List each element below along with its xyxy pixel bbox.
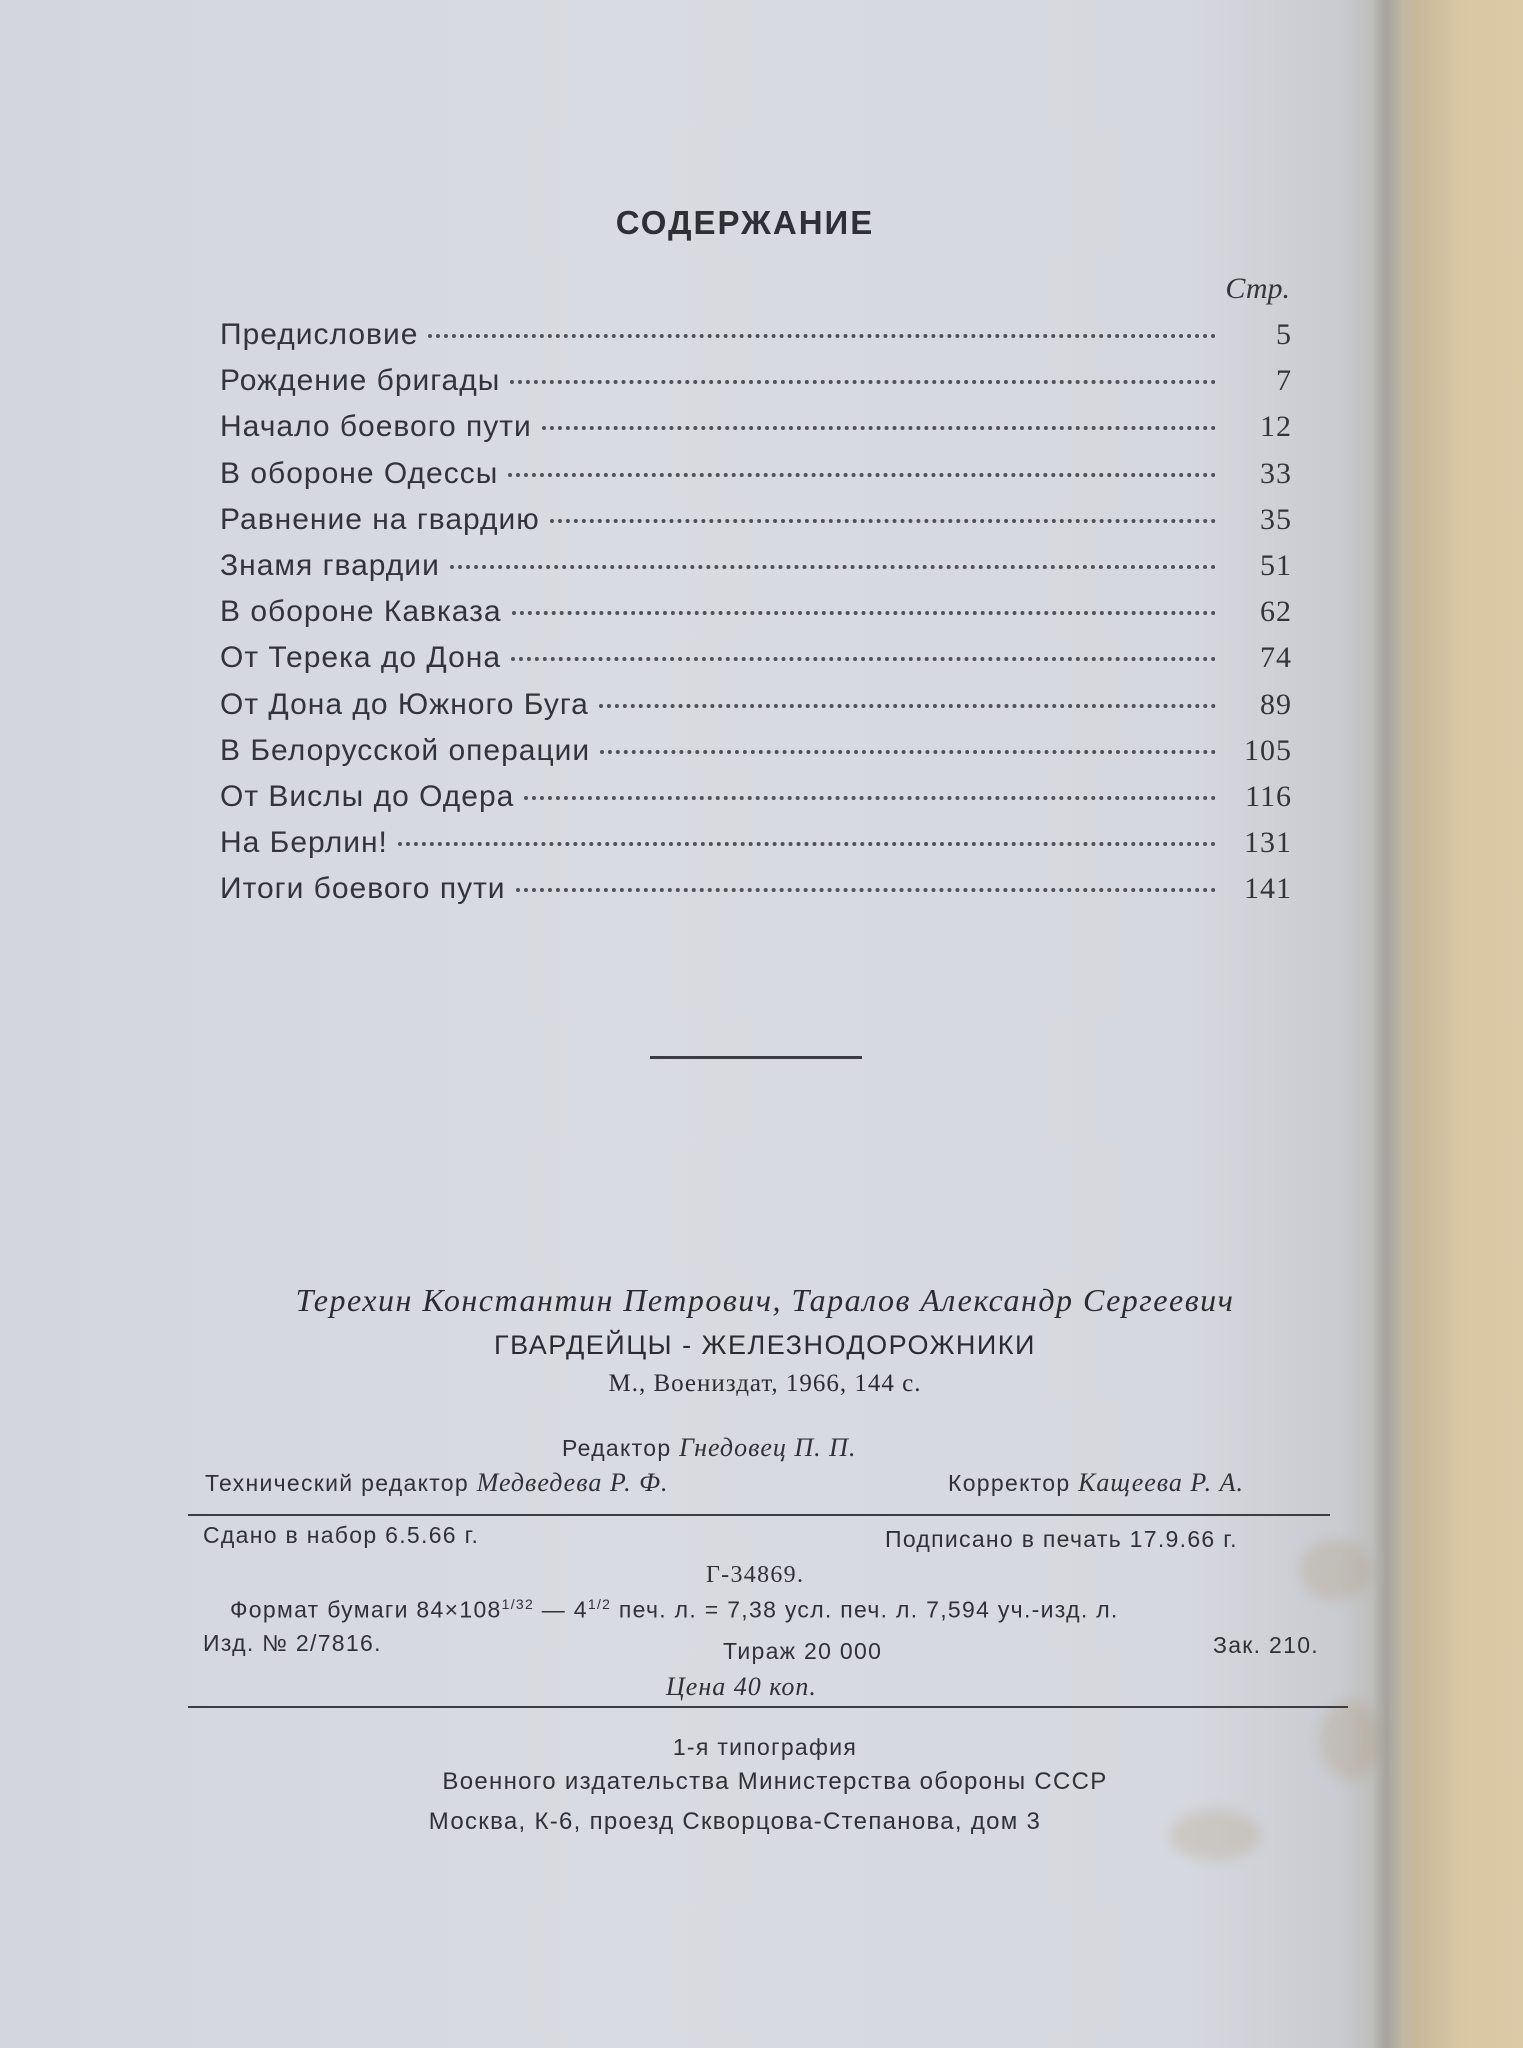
paper-stain bbox=[1300, 1540, 1370, 1600]
toc-entry bbox=[220, 318, 1292, 364]
toc-leader-dots bbox=[450, 565, 1216, 569]
toc-entry bbox=[220, 457, 1292, 503]
proofreader-name: Кащеева Р. А. bbox=[1078, 1468, 1245, 1497]
toc-entry-page: 141 bbox=[1244, 872, 1292, 906]
toc-entry-title: От Дона до Южного Буга bbox=[220, 687, 589, 721]
toc-entry bbox=[220, 688, 1292, 734]
price bbox=[666, 1672, 817, 1702]
toc-leader-dots bbox=[511, 657, 1216, 661]
toc-entry-title: Знамя гвардии bbox=[220, 548, 440, 582]
format-mid: — 4 bbox=[534, 1596, 588, 1623]
toc-entry-page: 35 bbox=[1260, 502, 1292, 536]
toc-entry-page: 89 bbox=[1260, 687, 1292, 721]
toc-entry-page: 7 bbox=[1276, 364, 1292, 398]
colophon-rule-bottom bbox=[188, 1706, 1348, 1708]
price-text: Цена 40 коп. bbox=[666, 1672, 817, 1701]
toc-entry-title: Предисловие bbox=[220, 318, 419, 351]
toc-entry-title: От Терека до Дона bbox=[220, 641, 502, 675]
toc-entry-title: В обороне Одессы bbox=[220, 456, 499, 490]
toc-entry-title: В Белорусской операции bbox=[220, 733, 591, 767]
toc-entry-title: Рождение бригады bbox=[220, 364, 501, 398]
order-number: Зак. 210. bbox=[1213, 1632, 1319, 1658]
page-column-label: Стр. bbox=[1225, 272, 1290, 305]
format-line bbox=[230, 1596, 1119, 1624]
editor-line bbox=[562, 1433, 856, 1463]
tech-editor-line bbox=[205, 1468, 669, 1498]
toc-entry-page: 105 bbox=[1244, 733, 1292, 767]
toc-entry-title: От Вислы до Одера bbox=[220, 779, 515, 813]
publication-info: М., Воениздат, 1966, 144 с. bbox=[608, 1370, 922, 1397]
toc-entry-page: 131 bbox=[1244, 826, 1292, 860]
toc-entry-title: В обороне Кавказа bbox=[220, 595, 502, 629]
toc-entry bbox=[220, 734, 1292, 780]
toc-entry-page: 74 bbox=[1260, 641, 1292, 675]
tech-editor-label: Технический редактор bbox=[205, 1470, 469, 1496]
toc-entry bbox=[220, 826, 1292, 872]
sheets-fraction: 1/2 bbox=[587, 1596, 612, 1612]
tech-editor-name: Медведева Р. Ф. bbox=[476, 1468, 669, 1497]
format-fraction: 1/32 bbox=[501, 1596, 535, 1612]
printer-line-3: Москва, К-6, проезд Скворцова-Степанова, дом 3 bbox=[428, 1808, 1042, 1835]
publication-code: Г-34869. bbox=[706, 1562, 805, 1588]
toc-entry bbox=[220, 780, 1292, 826]
toc-leader-dots bbox=[428, 334, 1216, 338]
edition-number: Изд. № 2/7816. bbox=[203, 1630, 382, 1656]
proofreader-label: Корректор bbox=[948, 1470, 1071, 1496]
toc-entry-title: На Берлин! bbox=[220, 826, 388, 860]
toc-entry-page: 51 bbox=[1260, 548, 1292, 582]
toc-leader-dots bbox=[524, 796, 1216, 800]
print-run: Тираж 20 000 bbox=[723, 1638, 883, 1664]
toc-title: СОДЕРЖАНИЕ bbox=[615, 204, 875, 241]
toc-entry-page: 62 bbox=[1260, 595, 1292, 629]
printer-line-2: Военного издательства Министерства обороны СССР bbox=[442, 1768, 1108, 1795]
toc-leader-dots bbox=[600, 750, 1216, 754]
colophon-rule-top bbox=[188, 1514, 1330, 1516]
toc-leader-dots bbox=[508, 473, 1216, 477]
signed-date: Подписано в печать 17.9.66 г. bbox=[885, 1526, 1238, 1552]
toc-leader-dots bbox=[542, 426, 1216, 430]
editor-name: Гнедовец П. П. bbox=[679, 1433, 857, 1462]
printer-line-1: 1-я типография bbox=[672, 1734, 858, 1760]
editor-label: Редактор bbox=[562, 1435, 672, 1461]
toc-list bbox=[220, 318, 1292, 918]
toc-entry-page: 116 bbox=[1245, 779, 1292, 813]
toc-entry bbox=[220, 410, 1292, 456]
toc-entry-page: 33 bbox=[1260, 456, 1292, 490]
toc-leader-dots bbox=[550, 519, 1216, 523]
toc-leader-dots bbox=[510, 380, 1216, 384]
format-suffix: печ. л. = 7,38 усл. печ. л. 7,594 уч.-изд. л. bbox=[611, 1596, 1119, 1623]
toc-leader-dots bbox=[516, 888, 1216, 892]
proofreader-line bbox=[948, 1468, 1244, 1498]
toc-entry bbox=[220, 364, 1292, 410]
toc-entry-title: Итоги боевого пути bbox=[220, 872, 506, 906]
authors: Терехин Константин Петрович, Таралов Александр Сергеевич bbox=[295, 1282, 1235, 1318]
book-title: ГВАРДЕЙЦЫ - ЖЕЛЕЗНОДОРОЖНИКИ bbox=[494, 1330, 1036, 1360]
toc-entry bbox=[220, 549, 1292, 595]
typeset-date: Сдано в набор 6.5.66 г. bbox=[203, 1522, 480, 1548]
toc-entry bbox=[220, 595, 1292, 641]
toc-entry bbox=[220, 872, 1292, 918]
toc-leader-dots bbox=[599, 704, 1216, 708]
toc-entry bbox=[220, 503, 1292, 549]
toc-leader-dots bbox=[512, 611, 1216, 615]
format-prefix: Формат бумаги 84×108 bbox=[230, 1596, 502, 1623]
toc-entry-title: Начало боевого пути bbox=[220, 410, 532, 444]
toc-leader-dots bbox=[398, 842, 1216, 846]
toc-entry bbox=[220, 641, 1292, 687]
toc-entry-title: Равнение на гвардию bbox=[220, 502, 540, 536]
toc-entry-page: 5 bbox=[1276, 318, 1292, 351]
section-divider bbox=[650, 1056, 862, 1059]
toc-entry-page: 12 bbox=[1260, 410, 1292, 444]
